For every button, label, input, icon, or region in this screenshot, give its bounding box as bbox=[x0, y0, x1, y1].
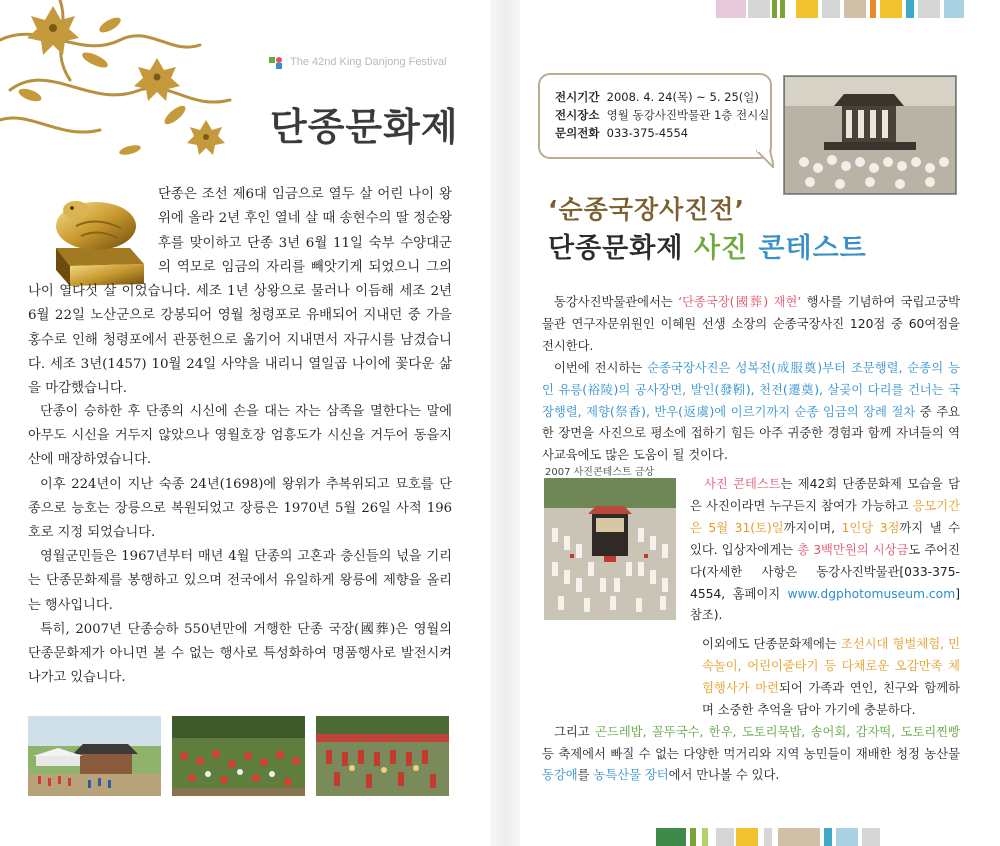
paragraph-exhibit-intro: 동강사진박물관에서는 ‘단종국장(國葬) 재현’ 행사를 기념하여 국립고궁박물관 연구자문위원인 이혜원 선생 소장의 순종국장사진 120점 중 60여점을 전시한다. bbox=[542, 295, 960, 353]
contest-title-photo: 사진 bbox=[693, 233, 748, 264]
festival-photo-shrine bbox=[28, 716, 161, 796]
top-color-stripes bbox=[716, 0, 976, 18]
contest-title bbox=[548, 226, 867, 265]
paragraph-3: 이후 224년이 지난 숙종 24년(1698)에 왕위가 추복위되고 묘호를 단종으로 능호는 장릉으로 복원되었고 장릉은 1970년 5월 26일 사적 196호로 지정 되었습니다. bbox=[28, 476, 452, 541]
info-venue-value: 영월 동강사진박물관 1층 전시실 bbox=[606, 108, 770, 122]
festival-logo-icon bbox=[268, 55, 284, 71]
paragraph-4: 영월군민들은 1967년부터 매년 4월 단종의 고혼과 충신들의 넋을 기리는 단종문화제를 봉행하고 있으며 전국에서 유일하게 왕릉에 제향을 올리는 행사입니다. bbox=[28, 549, 452, 613]
contest-title-festival: 단종문화제 bbox=[548, 233, 684, 264]
info-phone bbox=[555, 125, 688, 141]
left-article-body bbox=[28, 183, 452, 686]
info-venue bbox=[555, 107, 769, 123]
exhibition-title: ‘순종국장사진전’ bbox=[548, 195, 746, 224]
contest-winning-photo bbox=[544, 478, 676, 620]
paragraph-2: 단종이 승하한 후 단종의 시신에 손을 대는 자는 삼족을 멸한다는 말에 아무도 시신을 거두지 않았으나 영월호장 엄흥도가 시신을 거두어 동을지산에 매장하였습니다. bbox=[28, 404, 452, 468]
paragraph-contest: 사진 콘테스트는 제42회 단종문화제 모습을 담은 사진이라면 누구든지 참여가 가능하고 응모기간은 5월 31(토)일까지이며, 1인당 3점까지 낼 수 있다. 입상자에게는 총 3백만원의 시상금도 주어진다(자세한 사항은 동강사진박물관[033-375-4554, 홈페이지 www.dgphotomuseum.com] 참조). bbox=[690, 477, 960, 623]
paragraph-exhibit-detail: 이번에 전시하는 순종국장사진은 성복전(成服奠)부터 조문행렬, 순종의 능인 유릉(裕陵)의 공사장면, 발인(發靷), 천전(遷奠), 살곶이 다리를 건너는 국장행렬, 제향(祭香), 반우(返虞)에 이르기까지 순종 임금의 장례 절차 중 주요한 장면을 사진으로 평소에 접하기 힘든 아주 귀중한 경험과 함께 자녀들의 역사교육에도 많은 도움이 될 것이다. bbox=[542, 360, 960, 463]
info-period bbox=[555, 89, 759, 105]
festival-photo-ceremony bbox=[316, 716, 449, 796]
info-period-label: 전시기간 bbox=[555, 90, 600, 104]
contest-description bbox=[690, 474, 960, 627]
right-intro bbox=[542, 292, 960, 467]
info-venue-label: 전시장소 bbox=[555, 108, 600, 122]
festival-photo-crowd bbox=[172, 716, 305, 796]
historic-funeral-photo bbox=[783, 75, 957, 195]
paragraph-food: 그리고 곤드레밥, 꼴뚜국수, 한우, 도토리묵밥, 송어회, 감자떡, 도토리찐빵 등 축제에서 빠질 수 없는 다양한 먹거리와 지역 농민들이 재배한 청정 농산물 동강애를 농특산물 장터에서 만나볼 수 있다. bbox=[542, 724, 960, 783]
floral-ornament bbox=[0, 0, 250, 190]
paragraph-events: 이외에도 단종문화제에는 조선시대 형벌체험, 민속놀이, 어린이줄타기 등 다채로운 오감만족 체험행사가 마련되어 가족과 연인, 친구와 함께하며 소중한 추억을 담아 가기에 충분하다. bbox=[702, 637, 960, 717]
bottom-color-stripes bbox=[656, 828, 946, 846]
contest-title-contest: 콘테스트 bbox=[758, 233, 867, 264]
info-phone-value: 033-375-4554 bbox=[606, 126, 689, 140]
paragraph-1: 단종은 조선 제6대 임금으로 열두 살 어린 나이 왕위에 올라 2년 후인 열네 살 때 송현수의 딸 정순왕후를 맞이하고 단종 3년 6월 11일 숙부 수양대군의 역모로 임금의 자리를 빼앗기게 되었으니 그의 나이 열다섯 살 이었습니다. 세조 1년 상왕으로 물러나 이듬해 세조 2년 6월 22일 노산군으로 강봉되어 영월 청령포로 유배되어 지내던 중 가을 홍수로 인해 청령포에서 관풍헌으로 옮기어 지내면서 자규시를 남겼습니다. 세조 3년(1457) 10월 24일 사약을 내리니 열일곱 나이에 꽃다운 삶을 마감했습니다. bbox=[28, 187, 452, 397]
info-phone-label: 문의전화 bbox=[555, 126, 600, 140]
page-gutter bbox=[490, 0, 520, 846]
festival-photo-strip bbox=[28, 716, 449, 796]
festival-subtitle: The 42nd King Danjong Festival bbox=[290, 56, 447, 68]
museum-website-link[interactable]: www.dgphotomuseum.com bbox=[787, 586, 956, 601]
right-closing bbox=[542, 634, 960, 787]
photo-caption: 2007 사진콘테스트 금상 bbox=[545, 467, 655, 478]
info-period-value: 2008. 4. 24(목) ~ 5. 25(일) bbox=[606, 90, 759, 104]
page-title: 단종문화제 bbox=[270, 104, 459, 149]
speech-bubble-tail bbox=[756, 150, 774, 168]
paragraph-5: 특히, 2007년 단종승하 550년만에 거행한 단종 국장(國葬)은 영월의 단종문화제가 아니면 볼 수 없는 행사로 특성화하여 명품행사로 발전시켜 나가고 있습니다. bbox=[28, 621, 452, 686]
